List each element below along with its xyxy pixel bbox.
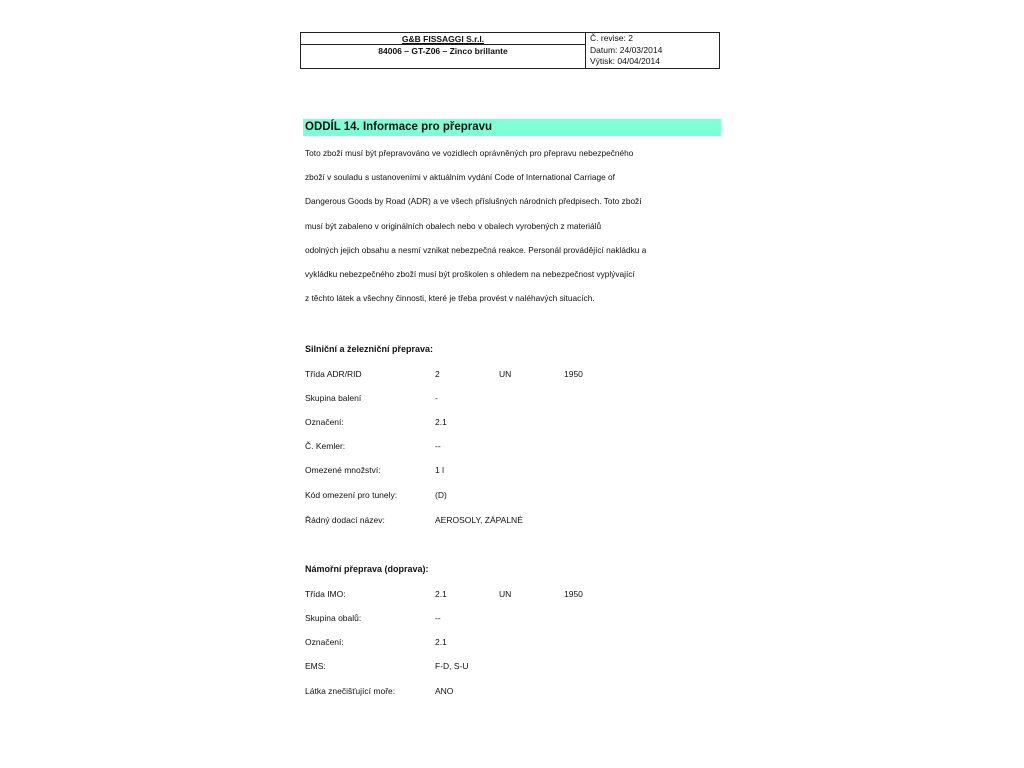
paragraph-line: musí být zabaleno v originálních obalech nebo v obalech vyrobených z materiálů bbox=[305, 220, 602, 231]
revision-date: Datum: 24/03/2014 bbox=[590, 44, 663, 55]
road-row-label bbox=[305, 415, 725, 429]
road-row-class bbox=[305, 367, 725, 381]
print-date: Výtisk: 04/04/2014 bbox=[590, 56, 660, 66]
field-label: EMS: bbox=[305, 661, 326, 671]
sea-row-label bbox=[305, 635, 725, 649]
header-right-cell bbox=[586, 33, 719, 68]
paragraph-line: zboží v souladu s ustanoveními v aktuálním vydání Code of International Carriage of bbox=[305, 172, 615, 183]
un-number: 1950 bbox=[564, 589, 583, 599]
sea-transport-heading: Námořní přeprava (doprava): bbox=[305, 564, 429, 574]
field-value: (D) bbox=[435, 490, 447, 500]
paragraph-line: odolných jejich obsahu a nesmí vznikat nebezpečná reakce. Personál provádějící nakládku a bbox=[305, 244, 647, 255]
field-label: Látka znečišťující moře: bbox=[305, 686, 396, 696]
road-row-tunnel-code bbox=[305, 488, 725, 502]
field-label: Skupina balení bbox=[305, 393, 362, 403]
sea-row-marine-pollutant bbox=[305, 684, 725, 698]
un-label: UN bbox=[499, 369, 512, 379]
field-label: Skupina obalů: bbox=[305, 613, 362, 623]
field-value: 2.1 bbox=[435, 417, 447, 427]
paragraph-line: Toto zboží musí být přepravováno ve vozidlech oprávněných pro přepravu nebezpečného bbox=[305, 148, 634, 158]
field-value: ANO bbox=[435, 686, 454, 696]
road-row-limited-quantity bbox=[305, 463, 725, 477]
field-value: - bbox=[435, 393, 438, 403]
field-value: -- bbox=[435, 613, 441, 623]
field-value: 1 l bbox=[435, 465, 444, 475]
paragraph-line: vykládku nebezpečného zboží musí být proškolen s ohledem na nebezpečnost vyplývající bbox=[305, 268, 635, 279]
paragraph-line: Dangerous Goods by Road (ADR) a ve všech příslušných národních předpisech. Toto zboží bbox=[305, 196, 642, 207]
field-label: Č. Kemler: bbox=[305, 441, 346, 451]
field-value: -- bbox=[435, 441, 441, 451]
revision-number: Č. revise: 2 bbox=[590, 33, 633, 43]
field-label: Omezené množství: bbox=[305, 465, 381, 475]
sea-row-class bbox=[305, 587, 725, 601]
field-label: Třída IMO: bbox=[305, 589, 346, 599]
section-heading: ODDÍL 14. Informace pro přepravu bbox=[303, 119, 721, 136]
field-value: 2.1 bbox=[435, 589, 447, 599]
header-left-cell bbox=[301, 33, 586, 68]
road-row-shipping-name bbox=[305, 513, 725, 527]
section-paragraph bbox=[305, 143, 725, 312]
field-value: F-D, S-U bbox=[435, 661, 469, 671]
field-label: Označení: bbox=[305, 637, 344, 647]
field-value: 2.1 bbox=[435, 637, 447, 647]
road-row-packing-group bbox=[305, 391, 725, 405]
sea-row-packing-group bbox=[305, 611, 725, 625]
company-name: G&B FISSAGGI S.r.l. bbox=[301, 33, 585, 45]
field-value: 2 bbox=[435, 369, 440, 379]
road-transport-heading: Silniční a železniční přeprava: bbox=[305, 344, 434, 354]
field-label: Kód omezení pro tunely: bbox=[305, 490, 398, 500]
sea-row-ems bbox=[305, 659, 725, 673]
road-row-kemler bbox=[305, 439, 725, 453]
un-label: UN bbox=[499, 589, 512, 599]
document-header bbox=[300, 32, 720, 69]
field-value: AEROSOLY, ZÁPALNÉ bbox=[435, 515, 523, 525]
un-number: 1950 bbox=[564, 369, 583, 379]
field-label: Řádný dodací název: bbox=[305, 515, 385, 525]
field-label: Označení: bbox=[305, 417, 344, 427]
product-name: 84006 – GT-Z06 – Zinco brillante bbox=[378, 46, 508, 56]
field-label: Třída ADR/RID bbox=[305, 369, 362, 379]
paragraph-line: z těchto látek a všechny činnosti, které je třeba provést v naléhavých situacích. bbox=[305, 293, 595, 304]
